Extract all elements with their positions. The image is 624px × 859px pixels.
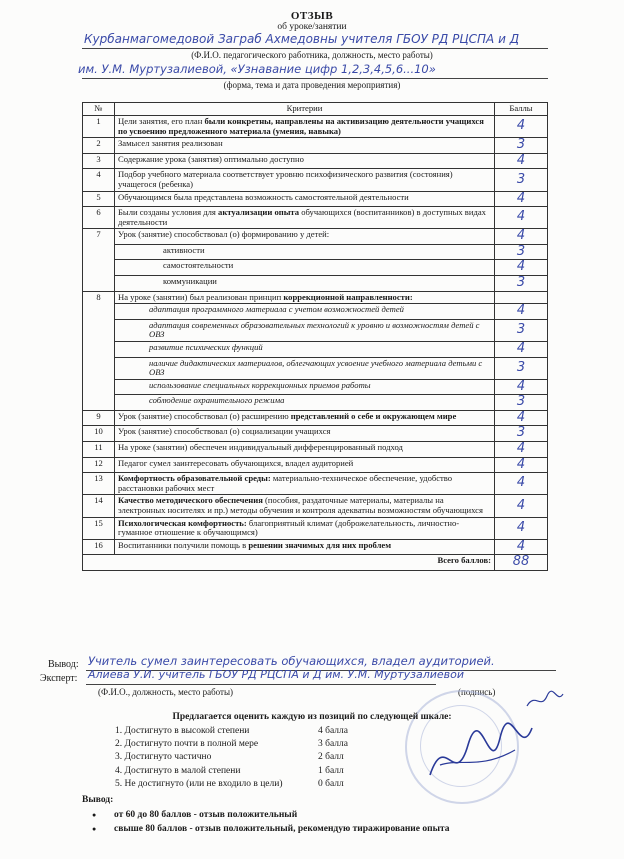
table-row	[83, 116, 548, 138]
sub-row	[83, 379, 548, 395]
sub-criterion-text: соблюдение охранительного режима	[115, 395, 495, 411]
criterion-plain: Обучающимся была представлена возможность самостоятельной деятельности	[118, 191, 409, 202]
scale-item: 4. Достигнуто в малой степени 1 балл	[115, 765, 344, 776]
row-number: 11	[83, 441, 115, 457]
criterion-bold: решении значимых для них проблем	[248, 539, 392, 550]
scale-item: 5. Не достигнуто (или не входило в цели) 0 балл	[115, 778, 344, 789]
score-handwritten: 3	[495, 357, 548, 379]
table-row	[83, 473, 548, 495]
signature-scribble	[420, 720, 540, 790]
lesson-topic-handwritten: им. У.М. Муртузалиевой, «Узнавание цифр 1,2,3,4,5,6...10»	[78, 62, 436, 76]
sub-row	[83, 319, 548, 341]
col-criteria-header: Критерии	[115, 103, 495, 116]
sub-row	[83, 276, 548, 292]
table-row	[83, 539, 548, 555]
criteria-table	[82, 102, 548, 571]
scale-item: 3. Достигнуто частично 2 балл	[115, 752, 344, 763]
score-handwritten: 3	[495, 319, 548, 341]
scale-item: 1. Достигнуто в высокой степени 4 балла	[115, 726, 348, 736]
table-row	[83, 207, 548, 229]
score-handwritten: 3	[495, 395, 548, 411]
score-handwritten: 4	[495, 229, 548, 245]
criterion-bold: были конкретны, направлены на активизацию деятельности учащихся по усвоению предложенного материала (умения, навыка)	[118, 116, 484, 136]
sub-row	[83, 260, 548, 276]
criterion-plain: Урок (занятие) способствовал (о) социализации учащихся	[118, 426, 331, 437]
row-number: 2	[83, 138, 115, 154]
score-handwritten	[495, 291, 548, 304]
criterion-plain-tail: (пособия, раздаточные материалы, материалы на электронных носителях и пр.) методы обучения и контроля адекватны возможностям обучающихся	[118, 495, 483, 515]
row-number: 13	[83, 473, 115, 495]
table-row	[83, 457, 548, 473]
sub-row	[83, 357, 548, 379]
criterion-plain: На уроке (занятии) был реализован принцип	[118, 291, 284, 302]
topic-underline	[82, 78, 548, 79]
sub-criterion-text: самостоятельности	[115, 260, 495, 276]
sub-criterion-text: активности	[115, 244, 495, 260]
score-handwritten: 3	[495, 138, 548, 154]
row-number: 3	[83, 153, 115, 169]
expert-caption: (Ф.И.О., должность, место работы)	[98, 687, 234, 697]
score-handwritten: 4	[495, 342, 548, 358]
score-handwritten: 3	[495, 169, 548, 191]
total-score-handwritten: 88	[495, 555, 548, 571]
table-row	[83, 153, 548, 169]
scale-title: Предлагается оценить каждую из позиций по следующей шкале:	[172, 712, 452, 722]
sub-criterion-text: наличие дидактических материалов, облегчающих усвоение учебного материала детьми с ОВЗ	[115, 357, 495, 379]
sub-row	[83, 244, 548, 260]
expert-handwritten: Алиева У.И. учитель ГБОУ РД РЦСПА и Д им. У.М. Муртузалиевой	[88, 668, 465, 681]
col-score-header: Баллы	[495, 103, 548, 116]
row-number: 6	[83, 207, 115, 229]
criterion-text	[115, 457, 495, 473]
score-handwritten: 4	[495, 207, 548, 229]
row-number: 7	[83, 229, 115, 291]
criterion-plain: Урок (занятие) способствовал (о) расширению	[118, 410, 291, 421]
sub-criterion-text: адаптация программного материала с учетом возможностей детей	[115, 304, 495, 320]
criterion-plain: Подбор учебного материала соответствует уровню психофизического развития (состояния) учащегося (ребенка)	[118, 169, 453, 189]
teacher-caption: (Ф.И.О. педагогического работника, должность, место работы)	[191, 50, 433, 60]
table-row	[83, 517, 548, 539]
criterion-plain: На уроке (занятии) обеспечен индивидуальный дифференцированный подход	[118, 441, 403, 452]
row-number: 8	[83, 291, 115, 410]
criterion-plain: Были созданы условия для	[118, 207, 219, 218]
criterion-text	[115, 138, 495, 154]
criterion-plain: Содержание урока (занятия) оптимально доступно	[118, 153, 304, 164]
criterion-text	[115, 169, 495, 191]
sub-criterion-text: адаптация современных образовательных технологий к уровню и возможностям детей с ОВЗ	[115, 319, 495, 341]
criterion-text	[115, 473, 495, 495]
score-handwritten: 4	[495, 153, 548, 169]
signature-caption: (подпись)	[458, 687, 496, 697]
score-handwritten: 3	[495, 244, 548, 260]
score-handwritten: 4	[495, 191, 548, 207]
conclusion-label: Вывод:	[48, 659, 79, 670]
criterion-bold: актуализации опыта	[218, 207, 300, 218]
score-handwritten: 4	[495, 539, 548, 555]
signature-small-scribble	[525, 690, 565, 712]
criterion-text	[115, 191, 495, 207]
criterion-text	[115, 410, 495, 426]
criterion-text	[115, 426, 495, 442]
criterion-bold: Комфортность образовательной среды:	[118, 473, 271, 484]
sub-row	[83, 395, 548, 411]
criterion-plain-tail: благоприятный климат (доброжелательность, личностно-гуманное отношение к обучающимся)	[118, 517, 460, 538]
score-handwritten: 4	[495, 304, 548, 320]
row-number: 5	[83, 191, 115, 207]
conclusion-handwritten: Учитель сумел заинтересовать обучающихся, владел аудиторией.	[88, 654, 495, 668]
score-handwritten: 3	[495, 426, 548, 442]
criterion-text	[115, 291, 495, 304]
row-number: 15	[83, 517, 115, 539]
criterion-text	[115, 153, 495, 169]
row-number: 12	[83, 457, 115, 473]
score-handwritten: 4	[495, 495, 548, 517]
criterion-bold: представлений о себе и окружающем мире	[290, 410, 457, 421]
sub-criterion-text: использование специальных коррекционных приемов работы	[115, 379, 495, 395]
criterion-plain-tail: материально-техническое обеспечение, удобство расстановки рабочих мест	[118, 473, 453, 493]
criterion-bold: коррекционной направленности:	[283, 291, 413, 302]
row-number: 16	[83, 539, 115, 555]
score-handwritten: 4	[495, 116, 548, 138]
summary-bullet: ● от 60 до 80 баллов - отзыв положительный	[92, 808, 450, 822]
criterion-text	[115, 441, 495, 457]
row-number: 4	[83, 169, 115, 191]
table-row	[83, 426, 548, 442]
table-row	[83, 191, 548, 207]
score-handwritten: 4	[495, 410, 548, 426]
form-title: ОТЗЫВ	[290, 10, 334, 22]
score-handwritten: 3	[495, 276, 548, 292]
sub-criterion-text: развитие психических функций	[115, 342, 495, 358]
table-row	[83, 229, 548, 245]
teacher-underline	[82, 48, 548, 49]
teacher-name-handwritten: Курбанмагомедовой Заграб Ахмедовны учителя ГБОУ РД РЦСПА и Д	[84, 32, 520, 46]
summary-title: Вывод:	[82, 795, 114, 805]
sub-criterion-text: коммуникации	[115, 276, 495, 292]
scale-item: 2. Достигнуто почти в полной мере 3 балла	[115, 739, 348, 750]
score-handwritten: 4	[495, 457, 548, 473]
score-handwritten: 4	[495, 473, 548, 495]
table-row	[83, 138, 548, 154]
criterion-text	[115, 116, 495, 138]
expert-underline	[86, 684, 436, 685]
criterion-text: Урок (занятие) способствовал (о) формированию у детей:	[115, 229, 495, 245]
criterion-bold: Психологическая комфортность:	[118, 517, 247, 528]
row-number: 9	[83, 410, 115, 426]
criterion-plain: Замысел занятия реализован	[118, 138, 223, 149]
criterion-bold: Качество методического обеспечения	[118, 495, 263, 506]
scale-list	[115, 725, 348, 791]
criterion-plain: Педагог сумел заинтересовать обучающихся, владел аудиторией	[118, 457, 354, 468]
criterion-text	[115, 539, 495, 555]
table-header-row	[83, 103, 548, 116]
criterion-plain-tail: обучающихся (воспитанников) в доступных видах деятельности	[118, 207, 486, 227]
sub-row	[83, 304, 548, 320]
row-number: 10	[83, 426, 115, 442]
expert-label: Эксперт:	[40, 673, 78, 684]
table-row	[83, 410, 548, 426]
form-subtitle: об уроке/занятии	[277, 22, 347, 32]
summary-bullet: ● свыше 80 баллов - отзыв положительный, рекомендую тиражирование опыта	[92, 822, 450, 836]
row-number: 1	[83, 116, 115, 138]
topic-caption: (форма, тема и дата проведения мероприятия)	[223, 80, 401, 90]
table-row	[83, 169, 548, 191]
sub-row	[83, 342, 548, 358]
col-num-header: №	[83, 103, 115, 116]
criterion-plain: Воспитанники получили помощь в	[118, 539, 249, 550]
summary-bullets	[92, 808, 450, 836]
criterion-text	[115, 517, 495, 539]
criterion-text	[115, 495, 495, 517]
table-row	[83, 441, 548, 457]
score-handwritten: 4	[495, 260, 548, 276]
table-row	[83, 495, 548, 517]
criterion-plain: Цели занятия, его план	[118, 116, 205, 126]
score-handwritten: 4	[495, 379, 548, 395]
table-row	[83, 291, 548, 304]
row-number: 14	[83, 495, 115, 517]
total-row	[83, 555, 548, 571]
score-handwritten: 4	[495, 441, 548, 457]
criterion-text	[115, 207, 495, 229]
score-handwritten: 4	[495, 517, 548, 539]
total-label: Всего баллов:	[83, 555, 495, 571]
